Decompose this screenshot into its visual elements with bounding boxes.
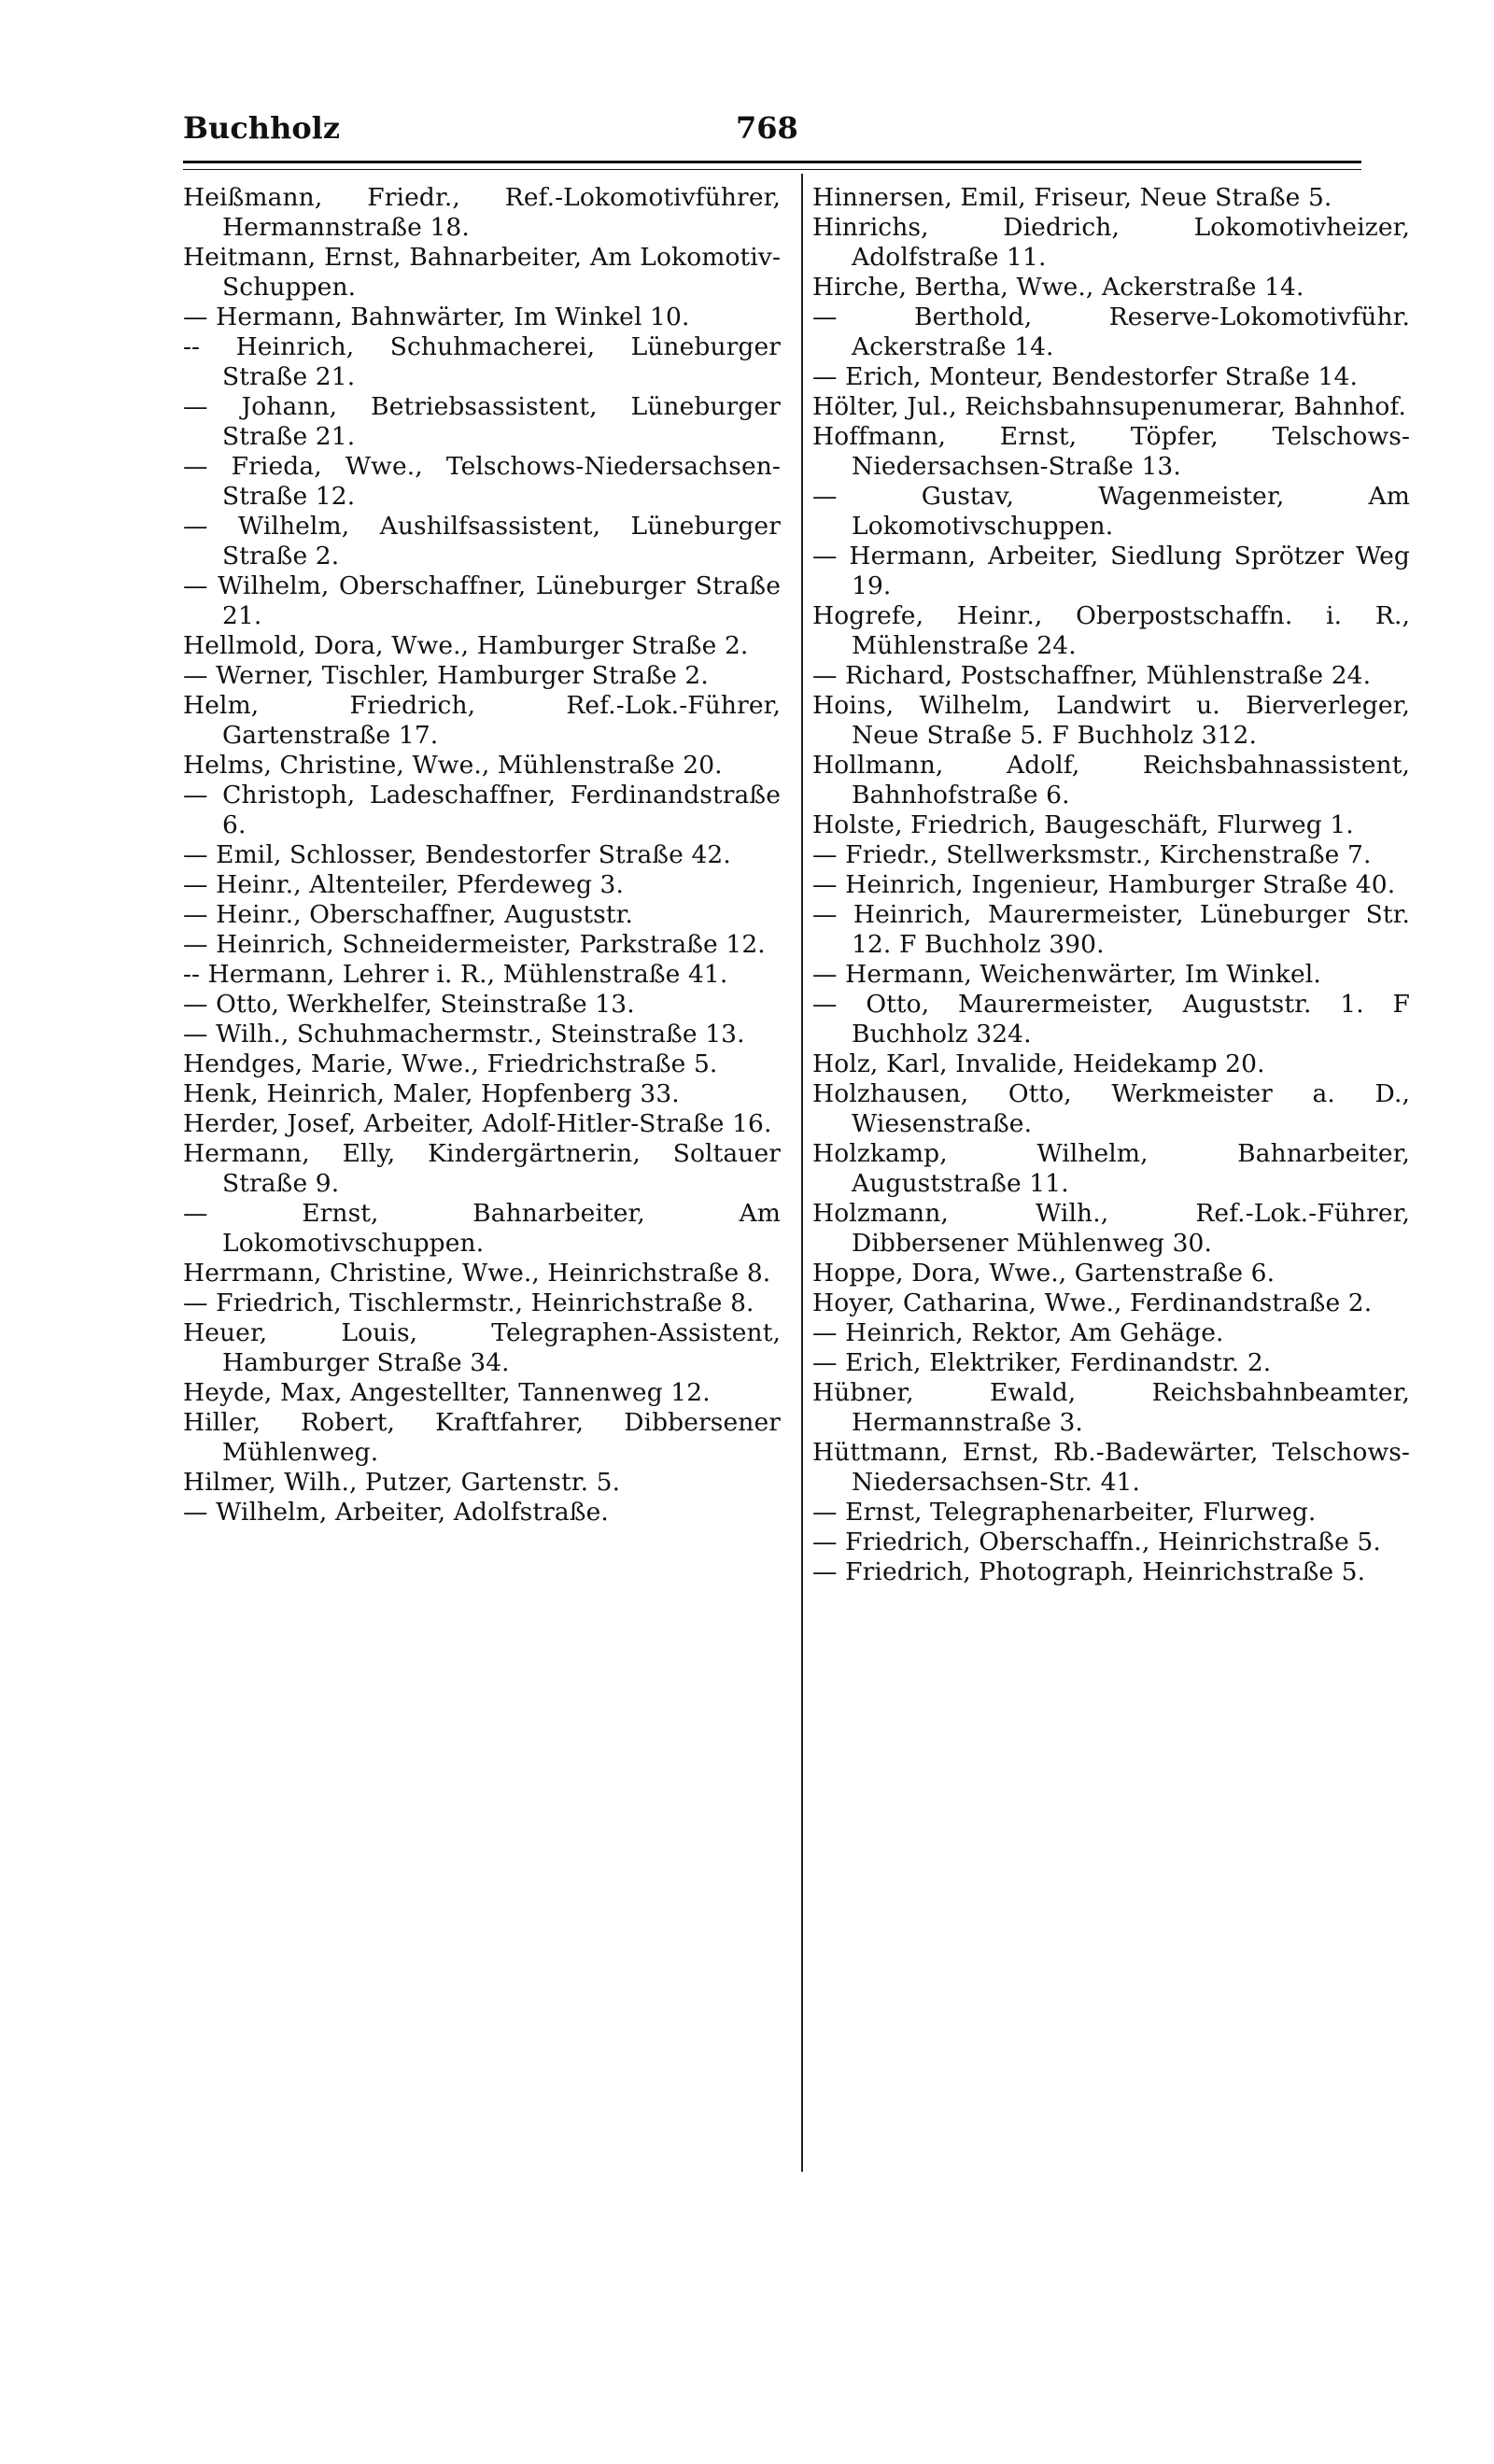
directory-entry: — Richard, Postschaffner, Mühlenstraße 24. [812, 661, 1372, 690]
directory-entry: Hinrichs, Diedrich, Lokomotivheizer, Adolfstraße 11. [812, 213, 1410, 272]
directory-entry: — Heinrich, Ingenieur, Hamburger Straße 40. [812, 870, 1396, 899]
directory-entry: Heyde, Max, Angestellter, Tannenweg 12. [183, 1378, 711, 1407]
directory-entry: — Hermann, Bahnwärter, Im Winkel 10. [183, 303, 690, 331]
directory-entry: Hilmer, Wilh., Putzer, Gartenstr. 5. [183, 1468, 621, 1497]
directory-entry: — Werner, Tischler, Hamburger Straße 2. [183, 661, 709, 690]
directory-entry: — Otto, Werkhelfer, Steinstraße 13. [183, 990, 635, 1019]
directory-entry: Hoffmann, Ernst, Töpfer, Telschows-Niedersachsen-Straße 13. [812, 422, 1410, 481]
directory-entry: -- Hermann, Lehrer i. R., Mühlenstraße 41. [183, 960, 728, 989]
directory-entry: Hiller, Robert, Kraftfahrer, Dibbersener Mühlenweg. [183, 1408, 781, 1467]
directory-entry: — Heinr., Oberschaffner, Auguststr. [183, 900, 634, 929]
directory-entry: — Friedrich, Photograph, Heinrichstraße 5. [812, 1557, 1366, 1586]
directory-entry: Hölter, Jul., Reichsbahnsupenumerar, Bahnhof. [812, 392, 1406, 421]
directory-entry: Henk, Heinrich, Maler, Hopfenberg 33. [183, 1079, 680, 1108]
directory-entry: Helms, Christine, Wwe., Mühlenstraße 20. [183, 751, 723, 780]
directory-entry: Holzhausen, Otto, Werkmeister a. D., Wiesenstraße. [812, 1079, 1410, 1138]
directory-entry: — Heinrich, Schneidermeister, Parkstraße 12. [183, 930, 766, 959]
directory-entry: — Heinrich, Maurermeister, Lüneburger Str. 12. F Buchholz 390. [812, 900, 1410, 959]
directory-entry: — Friedrich, Tischlermstr., Heinrichstraße 8. [183, 1288, 754, 1317]
directory-entry: — Gustav, Wagenmeister, Am Lokomotivschuppen. [812, 482, 1410, 541]
directory-entry: Hogrefe, Heinr., Oberpostschaffn. i. R., Mühlenstraße 24. [812, 601, 1410, 660]
directory-entry: Holzkamp, Wilhelm, Bahnarbeiter, Auguststraße 11. [812, 1139, 1410, 1198]
page-number: 768 [736, 110, 798, 146]
directory-entry: Hinnersen, Emil, Friseur, Neue Straße 5. [812, 183, 1332, 212]
directory-entry: Heuer, Louis, Telegraphen-Assistent, Hamburger Straße 34. [183, 1318, 781, 1377]
header-rule [183, 161, 1361, 163]
directory-entry: Herrmann, Christine, Wwe., Heinrichstraße 8. [183, 1259, 771, 1288]
directory-entry: Holz, Karl, Invalide, Heidekamp 20. [812, 1049, 1265, 1078]
directory-entry: Hübner, Ewald, Reichsbahnbeamter, Hermannstraße 3. [812, 1378, 1410, 1437]
directory-entry: Holzmann, Wilh., Ref.-Lok.-Führer, Dibbersener Mühlenweg 30. [812, 1199, 1410, 1258]
directory-entry: — Ernst, Telegraphenarbeiter, Flurweg. [812, 1498, 1317, 1527]
directory-entry: — Wilh., Schuhmachermstr., Steinstraße 13. [183, 1020, 745, 1049]
directory-entry: — Heinrich, Rektor, Am Gehäge. [812, 1318, 1224, 1347]
directory-entry: Hendges, Marie, Wwe., Friedrichstraße 5. [183, 1049, 718, 1078]
directory-entry: — Hermann, Weichenwärter, Im Winkel. [812, 960, 1321, 989]
running-title: Buchholz [183, 110, 340, 146]
directory-entry: -- Heinrich, Schuhmacherei, Lüneburger Straße 21. [183, 332, 781, 391]
directory-entry: — Erich, Monteur, Bendestorfer Straße 14. [812, 362, 1358, 391]
directory-entry: Herder, Josef, Arbeiter, Adolf-Hitler-Straße 16. [183, 1109, 772, 1138]
directory-entry: — Emil, Schlosser, Bendestorfer Straße 42. [183, 840, 731, 869]
page-header [183, 110, 1360, 157]
directory-entry: — Johann, Betriebsassistent, Lüneburger Straße 21. [183, 392, 781, 451]
directory-entry: — Christoph, Ladeschaffner, Ferdinandstraße 6. [183, 781, 781, 839]
directory-entry: Helm, Friedrich, Ref.-Lok.-Führer, Gartenstraße 17. [183, 691, 781, 750]
directory-entry: Heitmann, Ernst, Bahnarbeiter, Am Lokomotiv-Schuppen. [183, 243, 781, 302]
directory-entry: Hoyer, Catharina, Wwe., Ferdinandstraße 2. [812, 1288, 1373, 1317]
column-divider [801, 174, 803, 2172]
header-rule-thin [183, 169, 1361, 170]
left-column [183, 183, 781, 1528]
directory-entry: — Friedrich, Oberschaffn., Heinrichstraße 5. [812, 1528, 1381, 1556]
directory-entry: — Friedr., Stellwerksmstr., Kirchenstraße 7. [812, 840, 1372, 869]
directory-entry: — Otto, Maurermeister, Auguststr. 1. F Buchholz 324. [812, 990, 1410, 1049]
directory-entry: Heißmann, Friedr., Ref.-Lokomotivführer, Hermannstraße 18. [183, 183, 781, 242]
directory-entry: — Frieda, Wwe., Telschows-Niedersachsen-Straße 12. [183, 452, 781, 511]
directory-entry: Hellmold, Dora, Wwe., Hamburger Straße 2. [183, 631, 749, 660]
directory-entry: Hoppe, Dora, Wwe., Gartenstraße 6. [812, 1259, 1276, 1288]
directory-entry: — Hermann, Arbeiter, Siedlung Sprötzer Weg 19. [812, 542, 1410, 600]
directory-entry: — Wilhelm, Aushilfsassistent, Lüneburger Straße 2. [183, 512, 781, 570]
directory-entry: Hollmann, Adolf, Reichsbahnassistent, Bahnhofstraße 6. [812, 751, 1410, 810]
directory-entry: Holste, Friedrich, Baugeschäft, Flurweg 1. [812, 810, 1354, 839]
directory-entry: — Berthold, Reserve-Lokomotivführ. Ackerstraße 14. [812, 303, 1410, 361]
directory-entry: Hoins, Wilhelm, Landwirt u. Bierverleger, Neue Straße 5. F Buchholz 312. [812, 691, 1410, 750]
directory-entry: Hüttmann, Ernst, Rb.-Badewärter, Telschows-Niedersachsen-Str. 41. [812, 1438, 1410, 1497]
directory-entry: Hirche, Bertha, Wwe., Ackerstraße 14. [812, 273, 1304, 302]
right-column [812, 183, 1410, 1587]
directory-entry: Hermann, Elly, Kindergärtnerin, Soltauer Straße 9. [183, 1139, 781, 1198]
directory-entry: — Heinr., Altenteiler, Pferdeweg 3. [183, 870, 625, 899]
directory-entry: — Wilhelm, Arbeiter, Adolfstraße. [183, 1498, 609, 1527]
directory-entry: — Wilhelm, Oberschaffner, Lüneburger Straße 21. [183, 571, 781, 630]
directory-entry: — Erich, Elektriker, Ferdinandstr. 2. [812, 1348, 1272, 1377]
directory-entry: — Ernst, Bahnarbeiter, Am Lokomotivschuppen. [183, 1199, 781, 1258]
